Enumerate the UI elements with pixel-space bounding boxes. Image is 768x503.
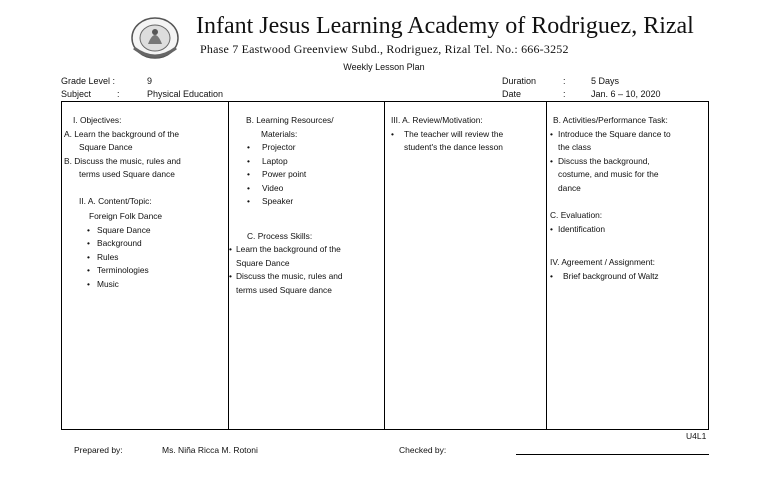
review-item: • The teacher will review the student's the dance lesson (391, 128, 541, 155)
objectives-heading: I. Objectives: (73, 115, 122, 125)
process-skills-heading: C. Process Skills: (247, 230, 313, 241)
checked-by-label: Checked by: (399, 445, 447, 455)
resources-list (229, 141, 383, 209)
objective-b-line1: B. Discuss the music, rules and (64, 155, 181, 166)
prepared-by-label: Prepared by: (74, 445, 123, 455)
subject-value: Physical Education (147, 89, 224, 99)
agreement-list (550, 270, 708, 284)
duration-label: Duration (502, 76, 537, 86)
subject-label: Subject (61, 89, 92, 99)
document-title: Weekly Lesson Plan (343, 62, 425, 72)
resource-item: • Power point (247, 168, 383, 182)
agreement-item: • Brief background of Waltz (550, 270, 708, 284)
objective-a-line1: A. Learn the background of the (64, 128, 180, 139)
resources-heading-cont: Materials: (261, 128, 298, 139)
agreement-heading: IV. Agreement / Assignment: (550, 257, 655, 267)
resource-item: • Speaker (247, 195, 383, 209)
review-heading: III. A. Review/Motivation: (391, 115, 483, 125)
school-address: Phase 7 Eastwood Greenview Subd., Rodriguez, Rizal Tel. No.: 666-3252 (200, 42, 569, 56)
duration-colon: : (563, 76, 566, 86)
process-skills-list (229, 243, 383, 297)
school-name: Infant Jesus Learning Academy of Rodriguez, Rizal (196, 13, 694, 39)
activity-item: • Introduce the Square dance to the class (550, 128, 708, 155)
column-divider (384, 102, 385, 429)
resource-item: • Projector (247, 141, 383, 155)
topic-item: • Square Dance (87, 224, 226, 238)
lesson-plan-table (61, 101, 709, 430)
topic-item: • Rules (87, 251, 226, 265)
date-label: Date (502, 89, 522, 99)
column-divider (546, 102, 547, 429)
activity-item: • Discuss the background, costume, and music for the dance (550, 155, 708, 196)
resource-item: • Laptop (247, 155, 383, 169)
grade-level-label: Grade Level : (61, 76, 116, 86)
process-skill-item: • Learn the background of the Square Dance (229, 243, 383, 270)
objective-b-line2: terms used Square dance (79, 169, 175, 179)
objective-a-line2: Square Dance (79, 142, 133, 152)
topic-item: • Music (87, 278, 226, 292)
signature-line (516, 454, 709, 455)
grade-level-value: 9 (147, 76, 153, 86)
review-list (391, 128, 541, 155)
topic-item: • Background (87, 237, 226, 251)
activities-heading: B. Activities/Performance Task: (553, 115, 668, 125)
date-value: Jan. 6 – 10, 2020 (591, 89, 661, 99)
review-cell (391, 114, 541, 155)
evaluation-list (550, 223, 708, 237)
topic-item: • Terminologies (87, 264, 226, 278)
duration-value: 5 Days (591, 76, 620, 86)
resources-cell (229, 114, 383, 297)
lesson-code: U4L1 (686, 431, 707, 441)
evaluation-heading: C. Evaluation: (550, 210, 603, 220)
resource-item: • Video (247, 182, 383, 196)
content-topic-heading: II. A. Content/Topic: (79, 195, 152, 206)
process-skill-item: • Discuss the music, rules and terms used Square dance (229, 270, 383, 297)
activities-list (550, 128, 708, 196)
topic-list (64, 224, 226, 292)
activities-cell (550, 114, 708, 283)
resources-heading: B. Learning Resources/ (246, 115, 334, 125)
date-colon: : (563, 89, 566, 99)
school-seal-logo (130, 16, 180, 60)
subject-colon: : (117, 89, 120, 99)
prepared-by-name: Ms. Niña Ricca M. Rotoni (162, 445, 258, 455)
topic-title: Foreign Folk Dance (89, 211, 163, 221)
objectives-cell (64, 114, 226, 291)
evaluation-item: • Identification (550, 223, 708, 237)
